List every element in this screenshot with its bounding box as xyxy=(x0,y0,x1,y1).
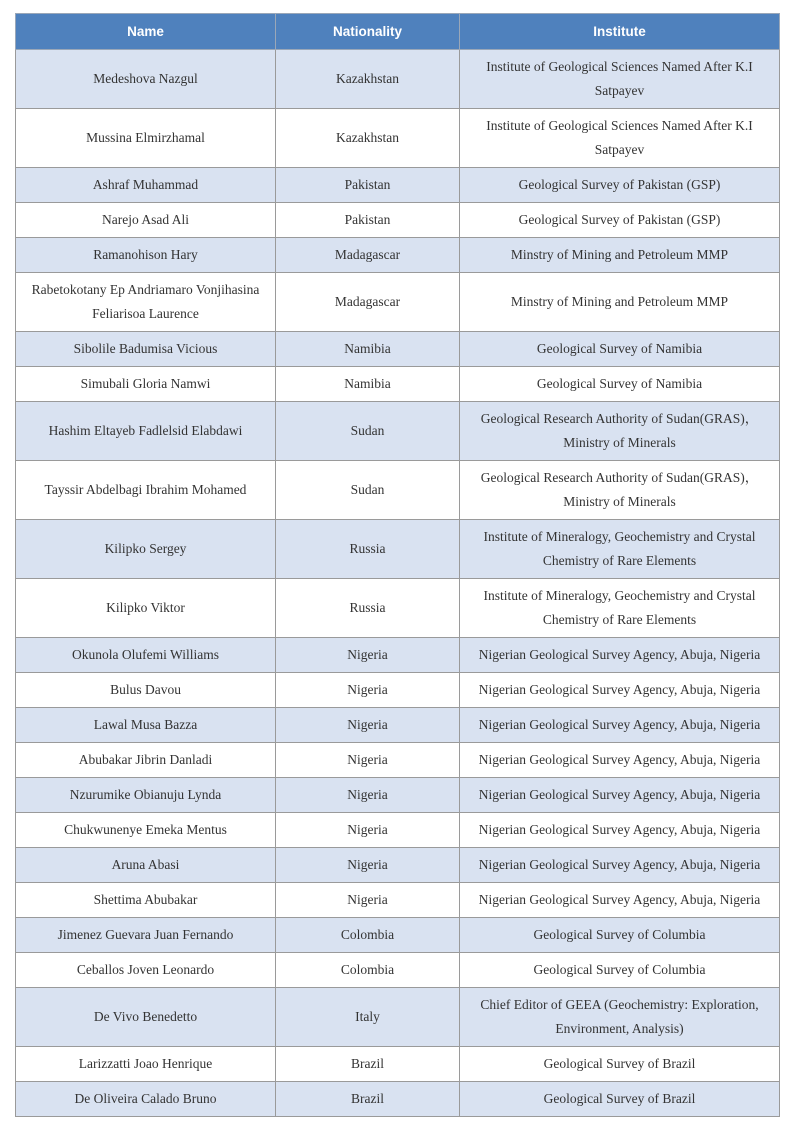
name-cell: Bulus Davou xyxy=(16,673,276,708)
nationality-cell: Russia xyxy=(276,520,460,579)
institute-cell: Geological Survey of Brazil xyxy=(460,1082,780,1117)
table-row xyxy=(16,953,780,988)
table-row xyxy=(16,673,780,708)
institute-cell: Nigerian Geological Survey Agency, Abuja, Nigeria xyxy=(460,848,780,883)
participants-table xyxy=(15,13,780,1117)
institute-cell: Institute of Geological Sciences Named After K.I Satpayev xyxy=(460,109,780,168)
nationality-cell: Nigeria xyxy=(276,743,460,778)
institute-cell: Institute of Mineralogy, Geochemistry and Crystal Chemistry of Rare Elements xyxy=(460,520,780,579)
name-cell: Shettima Abubakar xyxy=(16,883,276,918)
name-cell: Jimenez Guevara Juan Fernando xyxy=(16,918,276,953)
name-cell: Medeshova Nazgul xyxy=(16,50,276,109)
table-row xyxy=(16,520,780,579)
institute-cell: Geological Survey of Namibia xyxy=(460,332,780,367)
institute-cell: Geological Survey of Pakistan (GSP) xyxy=(460,168,780,203)
table-body xyxy=(16,50,780,1117)
institute-cell: Geological Research Authority of Sudan(GRAS)， Ministry of Minerals xyxy=(460,461,780,520)
table-row xyxy=(16,778,780,813)
nationality-cell: Pakistan xyxy=(276,168,460,203)
name-cell: Nzurumike Obianuju Lynda xyxy=(16,778,276,813)
name-cell: Aruna Abasi xyxy=(16,848,276,883)
table-row xyxy=(16,848,780,883)
name-cell: Kilipko Viktor xyxy=(16,579,276,638)
table-row xyxy=(16,743,780,778)
table-row xyxy=(16,168,780,203)
table-row xyxy=(16,238,780,273)
institute-cell: Minstry of Mining and Petroleum MMP xyxy=(460,238,780,273)
institute-cell: Institute of Geological Sciences Named After K.I Satpayev xyxy=(460,50,780,109)
nationality-cell: Nigeria xyxy=(276,778,460,813)
table-row xyxy=(16,367,780,402)
institute-cell: Nigerian Geological Survey Agency, Abuja, Nigeria xyxy=(460,743,780,778)
institute-cell: Geological Survey of Columbia xyxy=(460,918,780,953)
name-cell: Mussina Elmirzhamal xyxy=(16,109,276,168)
table-row xyxy=(16,273,780,332)
institute-cell: Geological Survey of Columbia xyxy=(460,953,780,988)
name-cell: Hashim Eltayeb Fadlelsid Elabdawi xyxy=(16,402,276,461)
institute-cell: Nigerian Geological Survey Agency, Abuja, Nigeria xyxy=(460,673,780,708)
name-cell: Ramanohison Hary xyxy=(16,238,276,273)
name-cell: Chukwunenye Emeka Mentus xyxy=(16,813,276,848)
name-cell: Okunola Olufemi Williams xyxy=(16,638,276,673)
table-row xyxy=(16,461,780,520)
table-row xyxy=(16,988,780,1047)
nationality-cell: Kazakhstan xyxy=(276,109,460,168)
table-row xyxy=(16,638,780,673)
institute-cell: Geological Survey of Namibia xyxy=(460,367,780,402)
institute-cell: Chief Editor of GEEA (Geochemistry: Exploration, Environment, Analysis) xyxy=(460,988,780,1047)
name-cell: Rabetokotany Ep Andriamaro Vonjihasina Feliarisoa Laurence xyxy=(16,273,276,332)
header-nationality: Nationality xyxy=(276,14,460,50)
nationality-cell: Brazil xyxy=(276,1047,460,1082)
header-name: Name xyxy=(16,14,276,50)
nationality-cell: Brazil xyxy=(276,1082,460,1117)
nationality-cell: Colombia xyxy=(276,953,460,988)
table-row xyxy=(16,883,780,918)
nationality-cell: Nigeria xyxy=(276,883,460,918)
nationality-cell: Madagascar xyxy=(276,238,460,273)
nationality-cell: Nigeria xyxy=(276,673,460,708)
name-cell: Tayssir Abdelbagi Ibrahim Mohamed xyxy=(16,461,276,520)
participants-table-container xyxy=(15,13,779,1117)
nationality-cell: Nigeria xyxy=(276,813,460,848)
table-row xyxy=(16,1082,780,1117)
table-row xyxy=(16,1047,780,1082)
table-row xyxy=(16,50,780,109)
table-row xyxy=(16,708,780,743)
institute-cell: Nigerian Geological Survey Agency, Abuja, Nigeria xyxy=(460,638,780,673)
nationality-cell: Madagascar xyxy=(276,273,460,332)
name-cell: Narejo Asad Ali xyxy=(16,203,276,238)
name-cell: Lawal Musa Bazza xyxy=(16,708,276,743)
name-cell: Simubali Gloria Namwi xyxy=(16,367,276,402)
nationality-cell: Kazakhstan xyxy=(276,50,460,109)
nationality-cell: Namibia xyxy=(276,367,460,402)
nationality-cell: Nigeria xyxy=(276,848,460,883)
nationality-cell: Nigeria xyxy=(276,638,460,673)
nationality-cell: Pakistan xyxy=(276,203,460,238)
name-cell: Ashraf Muhammad xyxy=(16,168,276,203)
table-row xyxy=(16,332,780,367)
institute-cell: Nigerian Geological Survey Agency, Abuja, Nigeria xyxy=(460,813,780,848)
nationality-cell: Sudan xyxy=(276,402,460,461)
nationality-cell: Russia xyxy=(276,579,460,638)
table-row xyxy=(16,109,780,168)
institute-cell: Nigerian Geological Survey Agency, Abuja, Nigeria xyxy=(460,883,780,918)
name-cell: Ceballos Joven Leonardo xyxy=(16,953,276,988)
header-institute: Institute xyxy=(460,14,780,50)
institute-cell: Nigerian Geological Survey Agency, Abuja, Nigeria xyxy=(460,708,780,743)
name-cell: De Oliveira Calado Bruno xyxy=(16,1082,276,1117)
institute-cell: Geological Survey of Pakistan (GSP) xyxy=(460,203,780,238)
table-row xyxy=(16,203,780,238)
name-cell: Sibolile Badumisa Vicious xyxy=(16,332,276,367)
nationality-cell: Nigeria xyxy=(276,708,460,743)
name-cell: Larizzatti Joao Henrique xyxy=(16,1047,276,1082)
institute-cell: Geological Research Authority of Sudan(GRAS)， Ministry of Minerals xyxy=(460,402,780,461)
name-cell: Kilipko Sergey xyxy=(16,520,276,579)
institute-cell: Institute of Mineralogy, Geochemistry and Crystal Chemistry of Rare Elements xyxy=(460,579,780,638)
table-row xyxy=(16,579,780,638)
table-header-row xyxy=(16,14,780,50)
nationality-cell: Namibia xyxy=(276,332,460,367)
nationality-cell: Italy xyxy=(276,988,460,1047)
table-row xyxy=(16,402,780,461)
institute-cell: Nigerian Geological Survey Agency, Abuja, Nigeria xyxy=(460,778,780,813)
institute-cell: Geological Survey of Brazil xyxy=(460,1047,780,1082)
nationality-cell: Sudan xyxy=(276,461,460,520)
table-row xyxy=(16,918,780,953)
institute-cell: Minstry of Mining and Petroleum MMP xyxy=(460,273,780,332)
name-cell: Abubakar Jibrin Danladi xyxy=(16,743,276,778)
name-cell: De Vivo Benedetto xyxy=(16,988,276,1047)
table-row xyxy=(16,813,780,848)
nationality-cell: Colombia xyxy=(276,918,460,953)
